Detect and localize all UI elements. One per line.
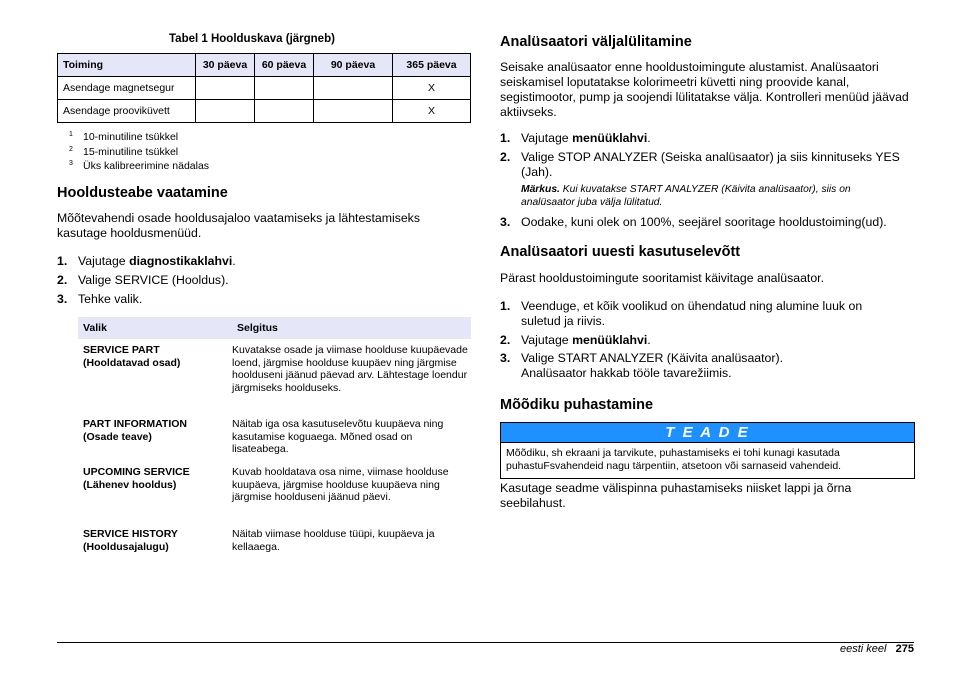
table-cell xyxy=(255,77,314,100)
service-options-table xyxy=(78,317,471,558)
column-header: Selgitus xyxy=(237,321,278,334)
step-item: 1. Vajutage diagnostikaklahvi. xyxy=(57,254,236,268)
table-cell xyxy=(255,100,314,123)
footer xyxy=(840,643,914,655)
option-description: Näitab iga osa kasutuselevõtu kuupäeva ning kasutamise koguaega. Mõned osad on lisateabega. xyxy=(232,418,444,455)
option-name: PART INFORMATION (Osade teave) xyxy=(83,418,188,443)
cleaning-body: Kasutage seadme välispinna puhastamiseks niisket lappi ja õrna seebilahust. xyxy=(500,481,852,510)
table-row xyxy=(78,466,471,522)
footer-rule xyxy=(57,642,914,643)
table-cell: Asendage prooviküvett xyxy=(58,100,196,123)
option-description: Kuvab hooldatava osa nime, viimase hoolduse kuupäeva, järgmise hoolduse kuupäeva ning järgmise hoolduseni jäänud päevi. xyxy=(232,466,449,503)
table-cell xyxy=(196,100,255,123)
note-label: Märkus. xyxy=(521,184,560,195)
table-cell xyxy=(196,77,255,100)
column-header: 30 päeva xyxy=(196,54,255,77)
step-item: 3. Oodake, kuni olek on 100%, seejärel sooritage hooldustoiming(ud). xyxy=(500,215,887,229)
shutdown-note xyxy=(521,184,891,215)
table-caption: Tabel 1 Hoolduskava (järgneb) xyxy=(169,33,335,45)
option-name: SERVICE HISTORY (Hooldusajalugu) xyxy=(83,528,178,553)
step-item: 1. Veenduge, et kõik voolikud on ühendatud ning alumine luuk on suletud ja riivis. xyxy=(500,299,863,328)
section-heading-cleaning: Mõõdiku puhastamine xyxy=(500,397,654,413)
shutdown-steps xyxy=(500,131,910,234)
section-heading-history: Hooldusteabe vaatamine xyxy=(57,185,228,201)
footnote: $^2$ 15-minutiline tsükkel xyxy=(69,145,179,158)
footnote: $^1$ 10-minutiline tsükkel xyxy=(69,131,179,143)
table-cell: Asendage magnetsegur xyxy=(58,77,196,100)
table-cell xyxy=(314,77,393,100)
column-header: Valik xyxy=(83,321,107,334)
step-item: 2. Valige SERVICE (Hooldus). xyxy=(57,273,229,287)
notice-text: Mõõdiku, sh ekraani ja tarvikute, puhastamiseks ei tohi kunagi kasutada puhastuFsvahendeid nagu tärpentiin, atsetoon või sarnaseid vahendeid. xyxy=(506,447,842,472)
column-header: Toiming xyxy=(58,54,196,77)
table-row xyxy=(78,344,471,412)
table-row xyxy=(58,100,471,123)
restart-result: Analüsaator hakkab tööle tavarežiimis. xyxy=(521,366,732,380)
table-header-row xyxy=(58,54,471,77)
table-row xyxy=(58,77,471,100)
step-item: 2. Vajutage menüüklahvi. xyxy=(500,333,651,347)
service-table-header xyxy=(78,317,471,339)
option-description: Kuvatakse osade ja viimase hoolduse kuupäevade loend, järgmise hoolduse kuupäev ning järgmise hoolduseni jäänud päevad arv. Lähtestage loendur järgmiseks hoolduseks. xyxy=(232,344,468,394)
restart-steps xyxy=(500,299,910,381)
step-item: 3. Valige START ANALYZER (Käivita analüsaator). xyxy=(500,351,783,365)
column-header: 90 päeva xyxy=(314,54,393,77)
page-number: 275 xyxy=(895,643,914,655)
footer-language: eesti keel xyxy=(839,643,887,655)
section-heading-restart: Analüsaatori uuesti kasutuselevõtt xyxy=(500,244,741,260)
section-heading-shutdown: Analüsaatori väljalülitamine xyxy=(500,34,692,50)
column-header: 365 päeva xyxy=(393,54,471,77)
step-item: 3. Tehke valik. xyxy=(57,292,143,306)
maintenance-schedule-table xyxy=(57,53,471,123)
notice-box xyxy=(500,422,915,479)
option-name: SERVICE PART (Hooldatavad osad) xyxy=(83,344,181,369)
option-name: UPCOMING SERVICE (Lähenev hooldus) xyxy=(83,466,190,491)
table-row xyxy=(78,418,471,460)
notice-title: T E A D E xyxy=(501,423,914,443)
table-cell xyxy=(314,100,393,123)
column-header: 60 päeva xyxy=(255,54,314,77)
table-cell: X xyxy=(393,100,471,123)
restart-intro: Pärast hooldustoimingute sooritamist käivitage analüsaator. xyxy=(500,271,824,285)
table-row xyxy=(78,528,471,558)
table-footnotes xyxy=(69,129,209,173)
option-description: Näitab viimase hoolduse tüüpi, kuupäeva ja kellaaega. xyxy=(232,528,435,553)
history-intro: Mõõtevahendi osade hooldusajaloo vaatamiseks ja lähtestamiseks kasutage hooldusmenüüd. xyxy=(57,211,420,240)
table-cell: X xyxy=(393,77,471,100)
step-item: 1. Vajutage menüüklahvi. xyxy=(500,131,651,145)
history-steps xyxy=(57,254,467,311)
step-item: 2. Valige STOP ANALYZER (Seiska analüsaator) ja siis kinnituseks YES (Jah). xyxy=(500,150,900,179)
note-text: Kui kuvatakse START ANALYZER (Käivita analüsaator), siis on analüsaator juba välja lülitatud. xyxy=(521,184,851,208)
shutdown-intro: Seisake analüsaator enne hooldustoimingute alustamist. Analüsaatori seiskamisel loputatakse kolorimeetri küvetti ning proovide kanal, segistimootor, pump ja soojendi lülitatakse välja. Kontrolleri menüüd jäävad aktiivseks. xyxy=(500,60,909,119)
footnote: $^3$ Üks kalibreerimine nädalas xyxy=(69,160,210,172)
